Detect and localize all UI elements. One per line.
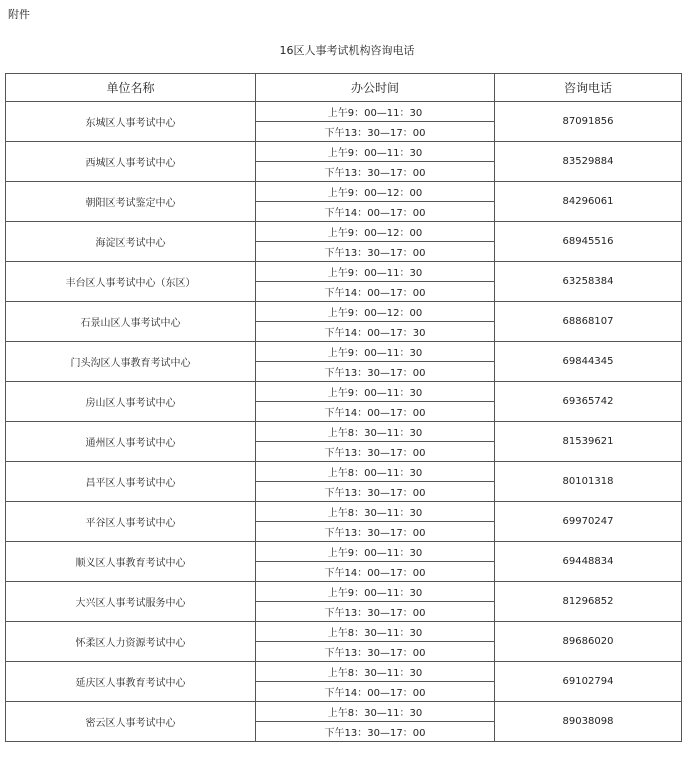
unit-name-cell: 平谷区人事考试中心: [6, 502, 256, 542]
phone-cell: 69365742: [495, 382, 682, 422]
unit-name-cell: 西城区人事考试中心: [6, 142, 256, 182]
afternoon-hours-cell: 下午14：00—17：00: [256, 402, 495, 422]
table-row: [6, 302, 682, 322]
table-row: [6, 542, 682, 562]
table-row: [6, 622, 682, 642]
unit-name-cell: 昌平区人事考试中心: [6, 462, 256, 502]
unit-name-cell: 延庆区人事教育考试中心: [6, 662, 256, 702]
morning-hours-cell: 上午9：00—12：00: [256, 182, 495, 202]
table-row: [6, 102, 682, 122]
column-header-unit: 单位名称: [6, 74, 256, 102]
phone-cell: 68868107: [495, 302, 682, 342]
afternoon-hours-cell: 下午14：00—17：00: [256, 562, 495, 582]
morning-hours-cell: 上午9：00—11：30: [256, 342, 495, 362]
phone-cell: 83529884: [495, 142, 682, 182]
afternoon-hours-cell: 下午13：30—17：00: [256, 482, 495, 502]
attachment-label: 附件: [8, 8, 30, 21]
contact-table: [5, 73, 682, 742]
phone-cell: 69102794: [495, 662, 682, 702]
phone-cell: 87091856: [495, 102, 682, 142]
morning-hours-cell: 上午9：00—11：30: [256, 102, 495, 122]
unit-name-cell: 海淀区考试中心: [6, 222, 256, 262]
afternoon-hours-cell: 下午13：30—17：00: [256, 602, 495, 622]
morning-hours-cell: 上午8：30—11：30: [256, 422, 495, 442]
table-row: [6, 262, 682, 282]
morning-hours-cell: 上午9：00—11：30: [256, 542, 495, 562]
afternoon-hours-cell: 下午13：30—17：00: [256, 522, 495, 542]
page-title: 16区人事考试机构咨询电话: [279, 44, 415, 57]
table-row: [6, 502, 682, 522]
morning-hours-cell: 上午8：00—11：30: [256, 462, 495, 482]
table-row: [6, 382, 682, 402]
afternoon-hours-cell: 下午13：30—17：00: [256, 642, 495, 662]
unit-name-cell: 大兴区人事考试服务中心: [6, 582, 256, 622]
unit-name-cell: 朝阳区考试鉴定中心: [6, 182, 256, 222]
afternoon-hours-cell: 下午14：00—17：00: [256, 282, 495, 302]
morning-hours-cell: 上午8：30—11：30: [256, 702, 495, 722]
table-row: [6, 582, 682, 602]
unit-name-cell: 通州区人事考试中心: [6, 422, 256, 462]
table-row: [6, 422, 682, 442]
afternoon-hours-cell: 下午13：30—17：00: [256, 122, 495, 142]
unit-name-cell: 丰台区人事考试中心（东区）: [6, 262, 256, 302]
table-row: [6, 462, 682, 482]
phone-cell: 69844345: [495, 342, 682, 382]
afternoon-hours-cell: 下午14：00—17：00: [256, 202, 495, 222]
afternoon-hours-cell: 下午14：00—17：00: [256, 682, 495, 702]
table-row: [6, 342, 682, 362]
phone-cell: 69970247: [495, 502, 682, 542]
afternoon-hours-cell: 下午13：30—17：00: [256, 442, 495, 462]
table-row: [6, 702, 682, 722]
table-row: [6, 662, 682, 682]
morning-hours-cell: 上午9：00—11：30: [256, 382, 495, 402]
unit-name-cell: 东城区人事考试中心: [6, 102, 256, 142]
morning-hours-cell: 上午8：30—11：30: [256, 502, 495, 522]
unit-name-cell: 怀柔区人力资源考试中心: [6, 622, 256, 662]
morning-hours-cell: 上午8：30—11：30: [256, 622, 495, 642]
table-body: [6, 102, 682, 742]
phone-cell: 80101318: [495, 462, 682, 502]
morning-hours-cell: 上午9：00—12：00: [256, 222, 495, 242]
afternoon-hours-cell: 下午14：00—17：30: [256, 322, 495, 342]
morning-hours-cell: 上午9：00—11：30: [256, 582, 495, 602]
phone-cell: 81539621: [495, 422, 682, 462]
phone-cell: 89686020: [495, 622, 682, 662]
morning-hours-cell: 上午9：00—12：00: [256, 302, 495, 322]
unit-name-cell: 门头沟区人事教育考试中心: [6, 342, 256, 382]
phone-cell: 69448834: [495, 542, 682, 582]
morning-hours-cell: 上午9：00—11：30: [256, 142, 495, 162]
table-row: [6, 222, 682, 242]
afternoon-hours-cell: 下午13：30—17：00: [256, 242, 495, 262]
afternoon-hours-cell: 下午13：30—17：00: [256, 722, 495, 742]
unit-name-cell: 房山区人事考试中心: [6, 382, 256, 422]
afternoon-hours-cell: 下午13：30—17：00: [256, 162, 495, 182]
table-row: [6, 182, 682, 202]
phone-cell: 68945516: [495, 222, 682, 262]
unit-name-cell: 石景山区人事考试中心: [6, 302, 256, 342]
unit-name-cell: 顺义区人事教育考试中心: [6, 542, 256, 582]
morning-hours-cell: 上午8：30—11：30: [256, 662, 495, 682]
unit-name-cell: 密云区人事考试中心: [6, 702, 256, 742]
morning-hours-cell: 上午9：00—11：30: [256, 262, 495, 282]
column-header-phone: 咨询电话: [495, 74, 682, 102]
column-header-hours: 办公时间: [256, 74, 495, 102]
table-row: [6, 142, 682, 162]
phone-cell: 81296852: [495, 582, 682, 622]
phone-cell: 89038098: [495, 702, 682, 742]
phone-cell: 63258384: [495, 262, 682, 302]
phone-cell: 84296061: [495, 182, 682, 222]
afternoon-hours-cell: 下午13：30—17：00: [256, 362, 495, 382]
